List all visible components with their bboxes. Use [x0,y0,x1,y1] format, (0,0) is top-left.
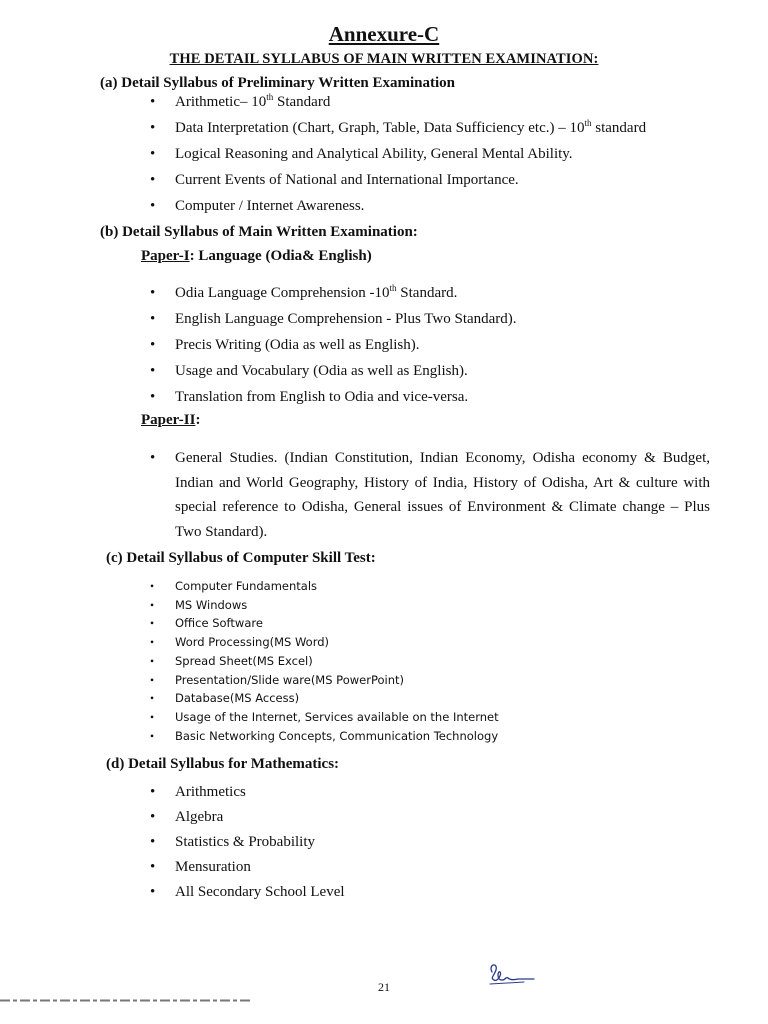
paper-2-item: • General Studies. (Indian Constitution, Indian Economy, Odisha economy & Budget, Indian and World Geography, History of India, History of Odisha, Art & culture with special reference to Odisha, General issues of Environment & Climate change – Plus Two Standard). [150,450,710,540]
list-item: • Data Interpretation (Chart, Graph, Table, Data Sufficiency etc.) – 10th standard [150,118,647,136]
list-item: • Arithmetic– 10th Standard [150,92,331,110]
section-a-heading: (a) Detail Syllabus of Preliminary Written Examination [100,75,455,91]
list-item: • Database(MS Access) [150,691,300,705]
list-item: • Arithmetics [150,784,246,800]
section-d-heading: (d) Detail Syllabus for Mathematics: [106,756,340,772]
list-item: • Spread Sheet(MS Excel) [150,654,313,668]
list-item: • Usage of the Internet, Services available on the Internet [150,710,499,724]
list-item: • Precis Writing (Odia as well as English). [150,337,420,353]
list-item: • Current Events of National and International Importance. [150,172,519,188]
section-b-heading: (b) Detail Syllabus of Main Written Examination: [100,224,418,240]
list-item: • MS Windows [150,598,248,612]
list-item: • English Language Comprehension - Plus Two Standard). [150,311,517,327]
list-item: • Statistics & Probability [150,834,316,850]
paper-2-heading: Paper-II: [141,412,201,428]
list-item: • Word Processing(MS Word) [150,635,330,649]
page-subtitle: THE DETAIL SYLLABUS OF MAIN WRITTEN EXAMINATION: [169,51,599,67]
paper-1-heading: Paper-I: Language (Odia& English) [141,248,372,264]
section-c-heading: (c) Detail Syllabus of Computer Skill Test: [106,550,376,566]
list-item: • Mensuration [150,859,251,875]
list-item: • Presentation/Slide ware(MS PowerPoint) [150,673,404,687]
list-item: • All Secondary School Level [150,884,345,900]
list-item: • Odia Language Comprehension -10th Standard. [150,283,458,301]
scan-footer-mark [0,998,250,1003]
list-item: • Computer Fundamentals [150,579,318,593]
list-item: • Office Software [150,616,263,630]
page-number: 21 [378,980,390,994]
list-item: • Basic Networking Concepts, Communication Technology [150,729,499,743]
list-item: • Logical Reasoning and Analytical Ability, General Mental Ability. [150,146,573,162]
list-item: • Computer / Internet Awareness. [150,198,365,214]
list-item: • Translation from English to Odia and vice-versa. [150,389,469,405]
list-item: • Algebra [150,809,224,825]
signature-image [484,958,540,992]
page-title: Annexure-C [328,22,440,46]
list-item: • Usage and Vocabulary (Odia as well as English). [150,363,468,379]
